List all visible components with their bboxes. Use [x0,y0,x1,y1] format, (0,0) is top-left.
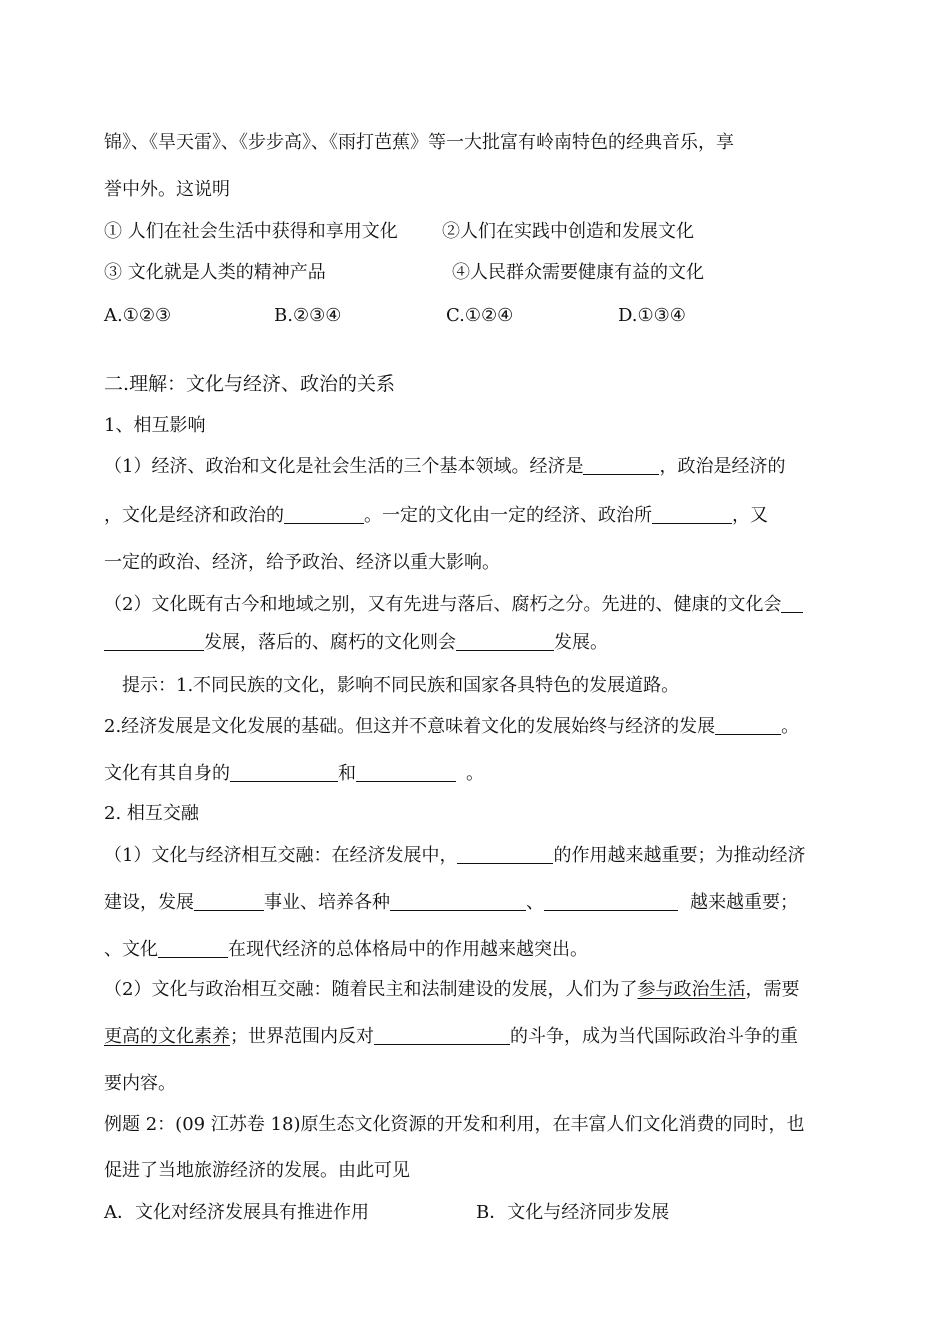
subheading-mutual-influence: 1、相互影响 [104,415,206,436]
fill-blank[interactable] [715,716,781,735]
text: ；世界范围内反对 [230,1026,374,1047]
paragraph-4-line1 [104,844,805,868]
statement-2: ②人们在实践中创造和发展文化 [442,221,694,242]
text: 文化有其自身的 [104,763,230,784]
text: 。 [466,763,484,784]
option-d: D.①③④ [618,305,686,326]
question-stem-line2: 誉中外。这说明 [104,179,230,200]
text: 、文化 [104,939,158,960]
text: 、 [526,892,544,913]
statement-1: ① 人们在社会生活中获得和享用文化 [104,221,398,242]
paragraph-1-line3: 一定的政治、经济，给予政治、经济以重大影响。 [104,552,500,573]
paragraph-2-line2 [104,631,608,655]
example-2-stem-line1: 例题 2：(09 江苏卷 18)原生态文化资源的开发和利用，在丰富人们文化消费的同时，也 [104,1114,805,1135]
text: 越来越重要； [690,892,798,913]
example-2-option-b: B．文化与经济同步发展 [476,1202,670,1223]
fill-blank[interactable] [456,632,554,651]
fill-blank[interactable] [374,1026,510,1045]
text: ，文化是经济和政治的 [104,505,284,526]
example-2-stem-line2: 促进了当地旅游经济的发展。由此可见 [104,1160,410,1181]
text: 。 [781,716,800,737]
text: 的斗争，成为当代国际政治斗争的重 [510,1026,798,1047]
paragraph-4-line3 [104,938,588,962]
example-2-option-a: A．文化对经济发展具有推进作用 [104,1202,369,1223]
text: ，政治是经济的 [659,456,786,477]
statement-4: ④人民群众需要健康有益的文化 [452,262,704,283]
text: 的作用越来越重要；为推动经济 [553,845,806,866]
text: 2.经济发展是文化发展的基础。但这并不意味着文化的发展始终与经济的发展 [104,716,716,737]
option-a: A.①②③ [104,305,172,326]
fill-blank[interactable] [781,594,803,613]
text: ，需要 [745,979,800,1000]
statement-3: ③ 文化就是人类的精神产品 [104,262,326,283]
text: 事业、培养各种 [264,892,390,913]
text: （1）文化与经济相互交融：在经济发展中， [104,845,458,866]
text: （1）经济、政治和文化是社会生活的三个基本领域。经济是 [104,456,584,477]
fill-blank[interactable] [104,632,204,651]
paragraph-3-line2 [104,762,484,786]
fill-blank[interactable] [230,763,338,782]
paragraph-3-line1 [104,715,799,739]
text: （2）文化既有古今和地域之别，又有先进与落后、腐朽之分。先进的、健康的文化会 [104,594,782,615]
subheading-mutual-blending: 2. 相互交融 [104,803,199,824]
paragraph-5-line1 [104,978,799,1002]
paragraph-2-line1 [104,593,803,617]
text: 发展，落后的、腐朽的文化则会 [204,632,456,653]
fill-blank[interactable] [583,456,659,475]
fill-blank[interactable] [457,845,553,864]
option-b: B.②③④ [274,305,342,326]
fill-blank[interactable] [194,892,264,911]
underlined-text: 更高的文化素养 [104,1026,230,1047]
text: 和 [338,763,356,784]
section-title: 二.理解：文化与经济、政治的关系 [104,373,396,395]
fill-blank[interactable] [356,763,456,782]
text: （2）文化与政治相互交融：随着民主和法制建设的发展，人们为了 [104,979,638,1000]
underlined-text: 参与政治生活 [637,979,746,1000]
fill-blank[interactable] [284,505,364,524]
option-c: C.①②④ [446,305,514,326]
paragraph-1-line2 [104,504,768,528]
text: 在现代经济的总体格局中的作用越来越突出。 [228,939,588,960]
hint-line: 提示：1.不同民族的文化，影响不同民族和国家各具特色的发展道路。 [122,675,680,696]
fill-blank[interactable] [544,892,678,911]
paragraph-5-line2 [104,1025,798,1049]
question-stem-line1: 锦》、《旱天雷》、《步步高》、《雨打芭蕉》等一大批富有岭南特色的经典音乐，享 [104,132,734,153]
fill-blank[interactable] [158,939,228,958]
paragraph-5-line3: 要内容。 [104,1073,176,1094]
paragraph-1-line1 [104,455,785,479]
text: 建设，发展 [104,892,194,913]
paragraph-4-line2 [104,891,798,915]
text: ，又 [732,505,768,526]
fill-blank[interactable] [390,892,526,911]
text: 发展。 [554,632,608,653]
fill-blank[interactable] [652,505,732,524]
text: 。一定的文化由一定的经济、政治所 [364,505,652,526]
